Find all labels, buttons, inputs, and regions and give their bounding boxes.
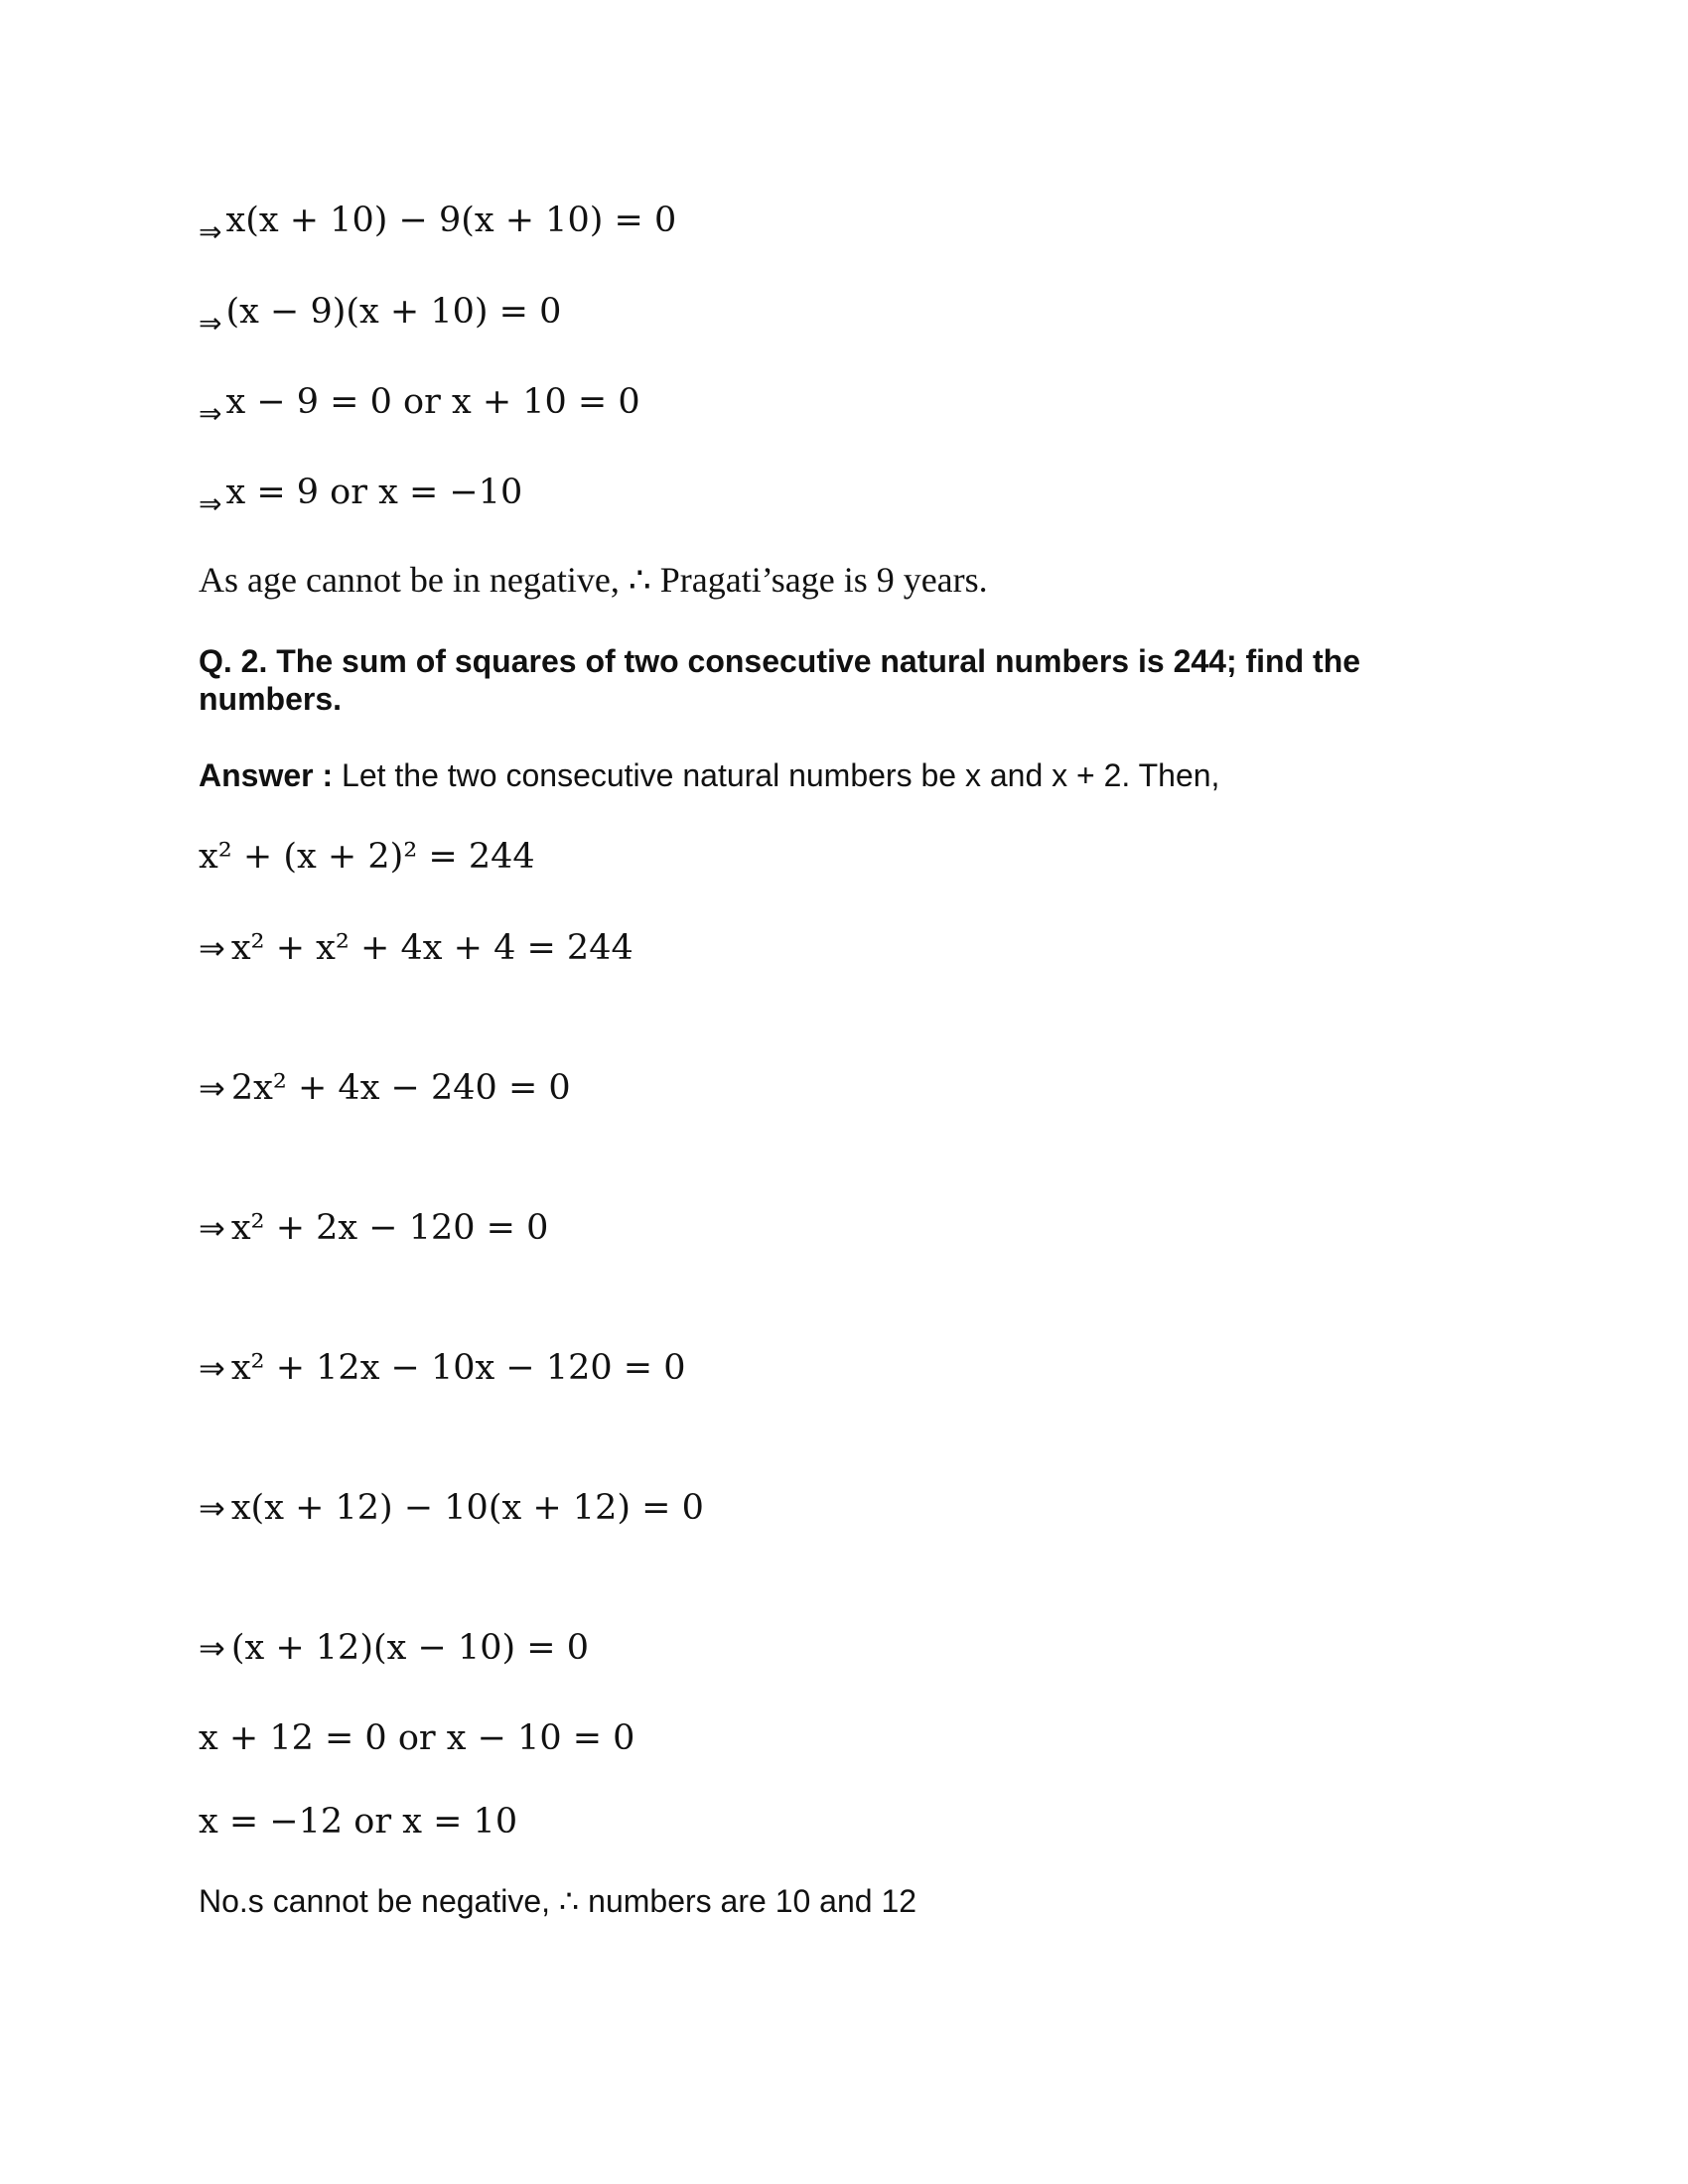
math-step: ⇒ x(x + 12) − 10(x + 12) = 0 [199, 1488, 704, 1528]
question-heading: Q. 2. The sum of squares of two consecutive natural numbers is 244; find the numbers. [199, 643, 1361, 717]
implies-arrow: ⇒ [199, 1629, 225, 1667]
math-equation: x² + (x + 2)² = 244 [199, 837, 535, 877]
math-equation: x + 12 = 0 or x − 10 = 0 [199, 1718, 635, 1758]
math-step: ⇒ x² + 12x − 10x − 120 = 0 [199, 1348, 686, 1388]
math-equation: x = −12 or x = 10 [199, 1802, 518, 1842]
math-step: $_\Rightarrow$ x = 9 or x = −10 [199, 473, 523, 520]
implies-arrow: ⇒ [199, 1209, 225, 1247]
conclusion-numbers: No.s cannot be negative, ∴ numbers are 10 and 12 [199, 1883, 917, 1919]
math-step: $_\Rightarrow$ x − 9 = 0 or x + 10 = 0 [199, 382, 640, 430]
implies-arrow: ⇒ [199, 397, 222, 430]
math-step: $_\Rightarrow$ (x − 9)(x + 10) = 0 [199, 292, 562, 340]
math-step: ⇒ x² + x² + 4x + 4 = 244 [199, 928, 633, 968]
implies-arrow: ⇒ [199, 307, 222, 340]
answer-text: Let the two consecutive natural numbers be x and x + 2. Then, [333, 757, 1220, 793]
implies-arrow: ⇒ [199, 1489, 225, 1527]
answer-line [199, 757, 1219, 794]
math-step: $_\Rightarrow$ x(x + 10) − 9(x + 10) = 0 [199, 201, 677, 248]
math-step: ⇒ (x + 12)(x − 10) = 0 [199, 1628, 589, 1668]
implies-arrow: ⇒ [199, 487, 222, 520]
implies-arrow: ⇒ [199, 215, 222, 248]
answer-label: Answer : [199, 757, 334, 793]
conclusion-age: As age cannot be in negative, ∴ Pragati’sage is 9 years. [199, 560, 988, 600]
math-step: ⇒ 2x² + 4x − 240 = 0 [199, 1068, 571, 1108]
implies-arrow: ⇒ [199, 929, 225, 967]
implies-arrow: ⇒ [199, 1069, 225, 1107]
implies-arrow: ⇒ [199, 1349, 225, 1387]
math-step: ⇒ x² + 2x − 120 = 0 [199, 1208, 549, 1248]
